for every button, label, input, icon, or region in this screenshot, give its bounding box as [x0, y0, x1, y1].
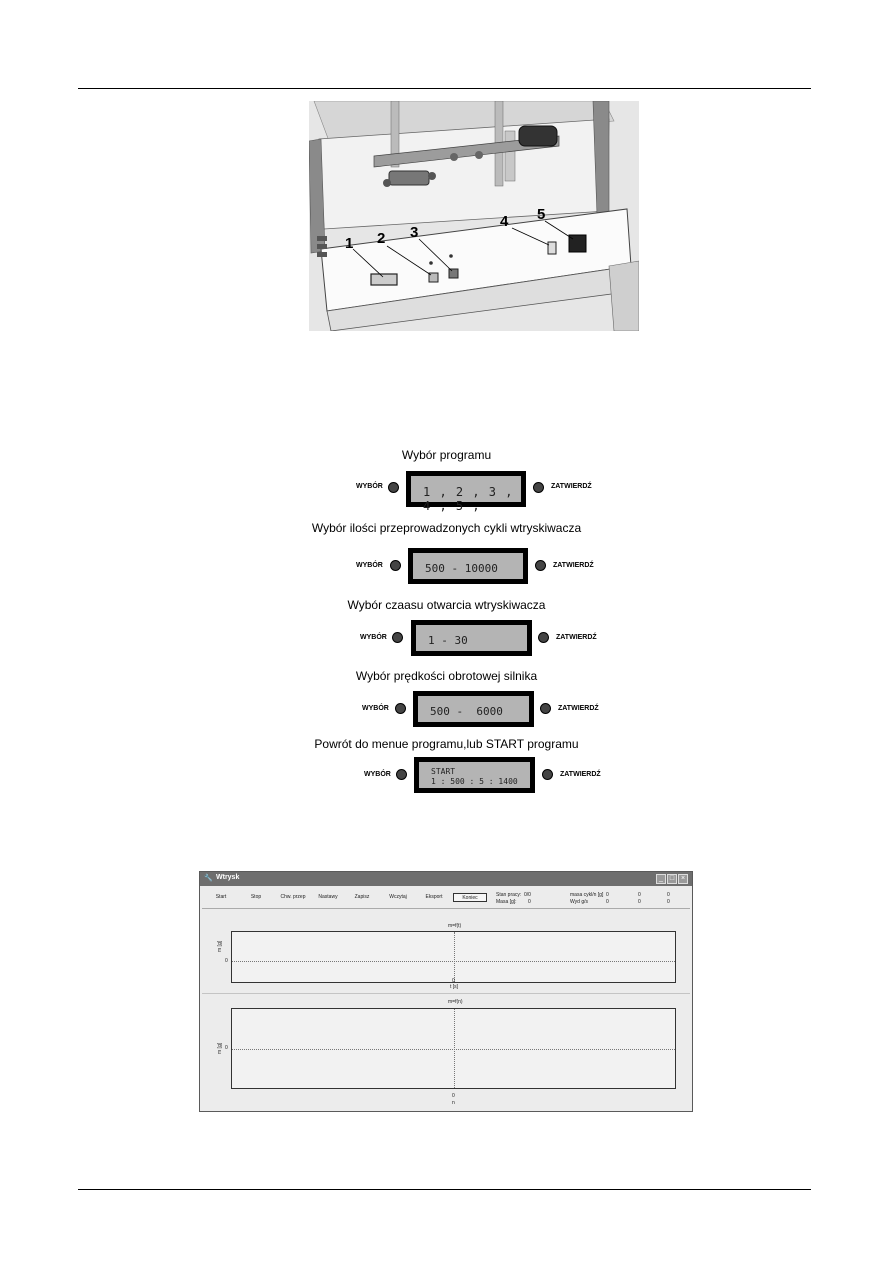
menu-step-3-zatwierdz-button — [538, 632, 549, 643]
plot2-xtick: 0 — [452, 1093, 455, 1099]
app-wrench-icon: 🔧 — [204, 875, 213, 882]
menu-step-2-wybor-label: WYBÓR — [356, 562, 383, 569]
start-button[interactable]: Start — [215, 894, 227, 900]
menu-step-3-wybor-label: WYBÓR — [360, 634, 387, 641]
wtrysk-window — [199, 871, 693, 1112]
window-title: Wtrysk — [216, 874, 240, 881]
stop-button[interactable]: Stop — [250, 894, 262, 900]
callout-4: 4 — [500, 213, 509, 230]
menu-step-5-display — [414, 757, 535, 793]
plot1-area — [231, 931, 676, 983]
menu-step-5-display-line2: 1 : 500 : 5 : 1400 — [431, 777, 518, 786]
menu-step-4-wybor-button — [395, 703, 406, 714]
button-3-component — [449, 269, 458, 278]
callout-5: 5 — [537, 206, 546, 223]
menu-step-4-zatwierdz-label: ZATWIERDŹ — [558, 705, 599, 712]
menu-step-2-display-text: 500 - 10000 — [425, 562, 498, 575]
masa-cykl-label: masa cykl/n [g] — [570, 892, 604, 898]
menu-step-4-title: Wybór prędkości obrotowej silnika — [355, 669, 538, 683]
callout-1: 1 — [345, 235, 354, 252]
menu-step-2-title: Wybór ilości przeprowadzonych cykli wtryskiwacza — [311, 521, 582, 535]
menu-step-1-wybor-label: WYBÓR — [356, 483, 383, 490]
plot1-center-line — [454, 932, 455, 982]
wydajnosc-value-3: 0 — [667, 899, 670, 905]
menu-step-1-display-text: 1 , 2 , 3 , 4 , 5 , — [423, 485, 514, 513]
footer-rule — [78, 1189, 811, 1190]
eksport-button[interactable]: Eksport — [425, 894, 443, 900]
menu-step-3-display-text: 1 - 30 — [428, 634, 468, 647]
menu-step-3-display — [411, 620, 532, 656]
window-titlebar[interactable] — [200, 872, 692, 886]
koniec-button[interactable]: Koniec — [453, 893, 487, 902]
callout-2: 2 — [377, 230, 386, 247]
menu-step-5-wybor-button — [396, 769, 407, 780]
menu-step-1-zatwierdz-label: ZATWIERDŹ — [551, 483, 592, 490]
plot2-ylabel: m [g] — [217, 1042, 223, 1054]
maximize-icon[interactable]: □ — [667, 874, 677, 884]
menu-step-1-display — [406, 471, 526, 513]
masa-value: 0 — [528, 899, 531, 905]
menu-step-4-wybor-label: WYBÓR — [362, 705, 389, 712]
switch-4-component — [548, 242, 556, 254]
wydajnosc-value-1: 0 — [606, 899, 609, 905]
menu-step-5-title: Powrót do menue programu,lub START programu — [314, 737, 579, 751]
menu-step-1-zatwierdz-button — [533, 482, 544, 493]
lcd-display-component — [371, 274, 397, 285]
minimize-icon[interactable]: _ — [656, 874, 666, 884]
machine-drawing — [309, 101, 639, 331]
zapisz-button[interactable]: Zapisz — [354, 894, 370, 900]
chw-przep-button[interactable]: Chw. przep — [280, 894, 306, 900]
menu-step-3-title: Wybór czaasu otwarcia wtryskiwacza — [347, 598, 546, 612]
wczytaj-button[interactable]: Wczytaj — [389, 894, 407, 900]
plot2-title: m=f(n) — [448, 999, 463, 1005]
menu-step-4-display-text: 500 - 6000 — [430, 705, 503, 718]
menu-step-3-wybor-button — [392, 632, 403, 643]
menu-step-1-wybor-button — [388, 482, 399, 493]
masa-label: Masa [g]: — [496, 899, 517, 905]
menu-step-1-title: Wybór programu — [401, 448, 492, 462]
wydajnosc-value-2: 0 — [638, 899, 641, 905]
stan-pracy-value: 0/0 — [524, 892, 531, 898]
header-rule — [78, 88, 811, 89]
socket-5-component — [569, 235, 586, 252]
menu-step-5-display-line1: START — [431, 767, 456, 776]
stan-pracy-label: Stan pracy: — [496, 892, 522, 898]
plot1-xtick: 0 — [452, 978, 455, 984]
plot2-center-line — [454, 1009, 455, 1088]
plot1-ylabel: m [g] — [217, 940, 223, 952]
wydajnosc-label: Wyd g/s — [570, 899, 589, 905]
plot2-ytick: 0 — [225, 1045, 228, 1051]
masa-cykl-value-2: 0 — [638, 892, 641, 898]
menu-step-2-zatwierdz-button — [535, 560, 546, 571]
menu-step-2-zatwierdz-label: ZATWIERDŹ — [553, 562, 594, 569]
masa-cykl-value-3: 0 — [667, 892, 670, 898]
close-icon[interactable]: × — [678, 874, 688, 884]
plot2-area — [231, 1008, 676, 1089]
menu-step-3-zatwierdz-label: ZATWIERDŹ — [556, 634, 597, 641]
masa-cykl-value-1: 0 — [606, 892, 609, 898]
nastawy-button[interactable]: Nastawy — [318, 894, 338, 900]
plot1-title: m=f(t) — [448, 923, 462, 929]
menu-step-4-zatwierdz-button — [540, 703, 551, 714]
plot1-ytick: 0 — [225, 958, 228, 964]
menu-step-5-wybor-label: WYBÓR — [364, 771, 391, 778]
menu-step-2-display — [408, 548, 528, 584]
menu-step-4-display — [413, 691, 534, 727]
menu-step-2-wybor-button — [390, 560, 401, 571]
menu-step-5-zatwierdz-button — [542, 769, 553, 780]
plot1-xlabel: t [s] — [450, 984, 459, 990]
callout-3: 3 — [410, 224, 419, 241]
plot2-xlabel: n — [452, 1100, 455, 1106]
toolbar-divider — [202, 908, 690, 909]
menu-step-5-zatwierdz-label: ZATWIERDŹ — [560, 771, 601, 778]
plot-divider — [202, 993, 690, 994]
